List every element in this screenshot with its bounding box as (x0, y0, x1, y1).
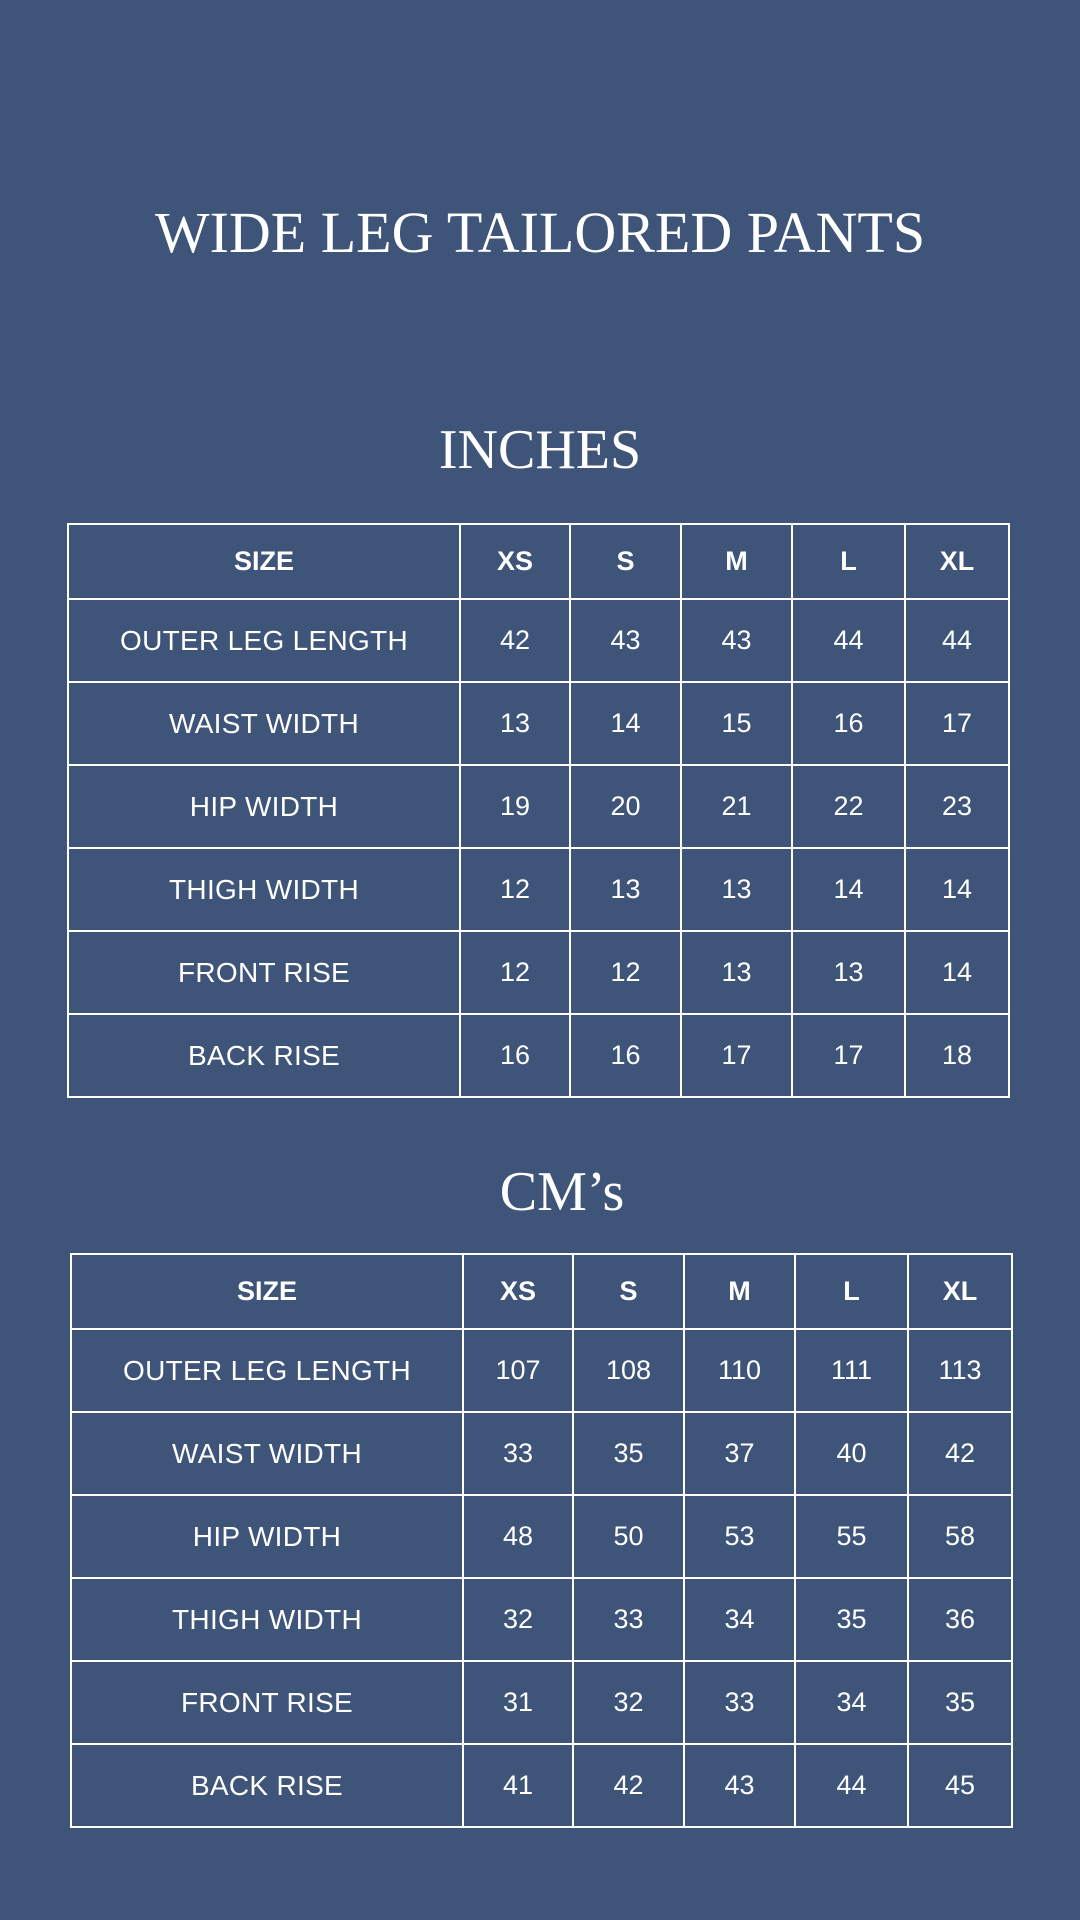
table-cell: 33 (684, 1661, 795, 1744)
row-label: BACK RISE (71, 1744, 463, 1827)
column-header: SIZE (71, 1254, 463, 1329)
row-label: THIGH WIDTH (68, 848, 460, 931)
table-cell: 36 (908, 1578, 1012, 1661)
row-label: HIP WIDTH (68, 765, 460, 848)
table-header-row (71, 1254, 1012, 1329)
table-cell: 12 (460, 931, 570, 1014)
table-row (71, 1329, 1012, 1412)
table-cell: 16 (460, 1014, 570, 1097)
table-cell: 33 (573, 1578, 684, 1661)
column-header: SIZE (68, 524, 460, 599)
row-label: THIGH WIDTH (71, 1578, 463, 1661)
table-cell: 14 (570, 682, 681, 765)
row-label: FRONT RISE (68, 931, 460, 1014)
table-row (71, 1661, 1012, 1744)
table-cell: 110 (684, 1329, 795, 1412)
table-cell: 13 (681, 848, 792, 931)
column-header: XL (908, 1254, 1012, 1329)
inches-heading: INCHES (438, 419, 642, 481)
cms-size-table (70, 1253, 1013, 1828)
table-cell: 19 (460, 765, 570, 848)
row-label: WAIST WIDTH (71, 1412, 463, 1495)
table-cell: 16 (570, 1014, 681, 1097)
table-cell: 34 (684, 1578, 795, 1661)
table-row (68, 765, 1009, 848)
table-cell: 12 (460, 848, 570, 931)
table-cell: 15 (681, 682, 792, 765)
table-row (71, 1744, 1012, 1827)
column-header: S (573, 1254, 684, 1329)
table-cell: 16 (792, 682, 905, 765)
table-cell: 13 (570, 848, 681, 931)
table-cell: 35 (908, 1661, 1012, 1744)
column-header: M (681, 524, 792, 599)
table-cell: 12 (570, 931, 681, 1014)
table-cell: 17 (792, 1014, 905, 1097)
table-cell: 55 (795, 1495, 908, 1578)
table-cell: 14 (905, 848, 1009, 931)
table-cell: 44 (905, 599, 1009, 682)
table-cell: 53 (684, 1495, 795, 1578)
row-label: FRONT RISE (71, 1661, 463, 1744)
row-label: BACK RISE (68, 1014, 460, 1097)
table-cell: 31 (463, 1661, 573, 1744)
table-cell: 42 (908, 1412, 1012, 1495)
table-header-row (68, 524, 1009, 599)
row-label: OUTER LEG LENGTH (68, 599, 460, 682)
column-header: L (792, 524, 905, 599)
page-title: WIDE LEG TAILORED PANTS (154, 200, 926, 265)
table-cell: 40 (795, 1412, 908, 1495)
table-row (71, 1412, 1012, 1495)
column-header: M (684, 1254, 795, 1329)
table-cell: 45 (908, 1744, 1012, 1827)
table-cell: 17 (905, 682, 1009, 765)
row-label: HIP WIDTH (71, 1495, 463, 1578)
table-row (68, 599, 1009, 682)
table-cell: 23 (905, 765, 1009, 848)
table-cell: 58 (908, 1495, 1012, 1578)
table-cell: 43 (570, 599, 681, 682)
table-row (68, 848, 1009, 931)
table-cell: 14 (792, 848, 905, 931)
table-cell: 33 (463, 1412, 573, 1495)
table-cell: 107 (463, 1329, 573, 1412)
table-cell: 34 (795, 1661, 908, 1744)
table-cell: 43 (684, 1744, 795, 1827)
table-cell: 48 (463, 1495, 573, 1578)
table-cell: 32 (463, 1578, 573, 1661)
table-cell: 108 (573, 1329, 684, 1412)
column-header: S (570, 524, 681, 599)
cms-heading: CM’s (499, 1161, 625, 1223)
column-header: XS (460, 524, 570, 599)
table-cell: 43 (681, 599, 792, 682)
table-cell: 35 (573, 1412, 684, 1495)
table-cell: 18 (905, 1014, 1009, 1097)
table-cell: 41 (463, 1744, 573, 1827)
table-row (71, 1578, 1012, 1661)
table-row (68, 682, 1009, 765)
inches-size-table (67, 523, 1010, 1098)
table-row (68, 1014, 1009, 1097)
row-label: OUTER LEG LENGTH (71, 1329, 463, 1412)
table-cell: 42 (573, 1744, 684, 1827)
table-row (68, 931, 1009, 1014)
table-cell: 17 (681, 1014, 792, 1097)
table-cell: 22 (792, 765, 905, 848)
table-cell: 50 (573, 1495, 684, 1578)
table-cell: 37 (684, 1412, 795, 1495)
table-cell: 13 (792, 931, 905, 1014)
row-label: WAIST WIDTH (68, 682, 460, 765)
table-cell: 21 (681, 765, 792, 848)
table-cell: 14 (905, 931, 1009, 1014)
table-cell: 44 (795, 1744, 908, 1827)
table-cell: 32 (573, 1661, 684, 1744)
table-cell: 13 (460, 682, 570, 765)
table-row (71, 1495, 1012, 1578)
table-cell: 42 (460, 599, 570, 682)
column-header: XL (905, 524, 1009, 599)
table-cell: 113 (908, 1329, 1012, 1412)
table-cell: 35 (795, 1578, 908, 1661)
table-cell: 20 (570, 765, 681, 848)
column-header: XS (463, 1254, 573, 1329)
table-cell: 111 (795, 1329, 908, 1412)
table-cell: 13 (681, 931, 792, 1014)
column-header: L (795, 1254, 908, 1329)
table-cell: 44 (792, 599, 905, 682)
